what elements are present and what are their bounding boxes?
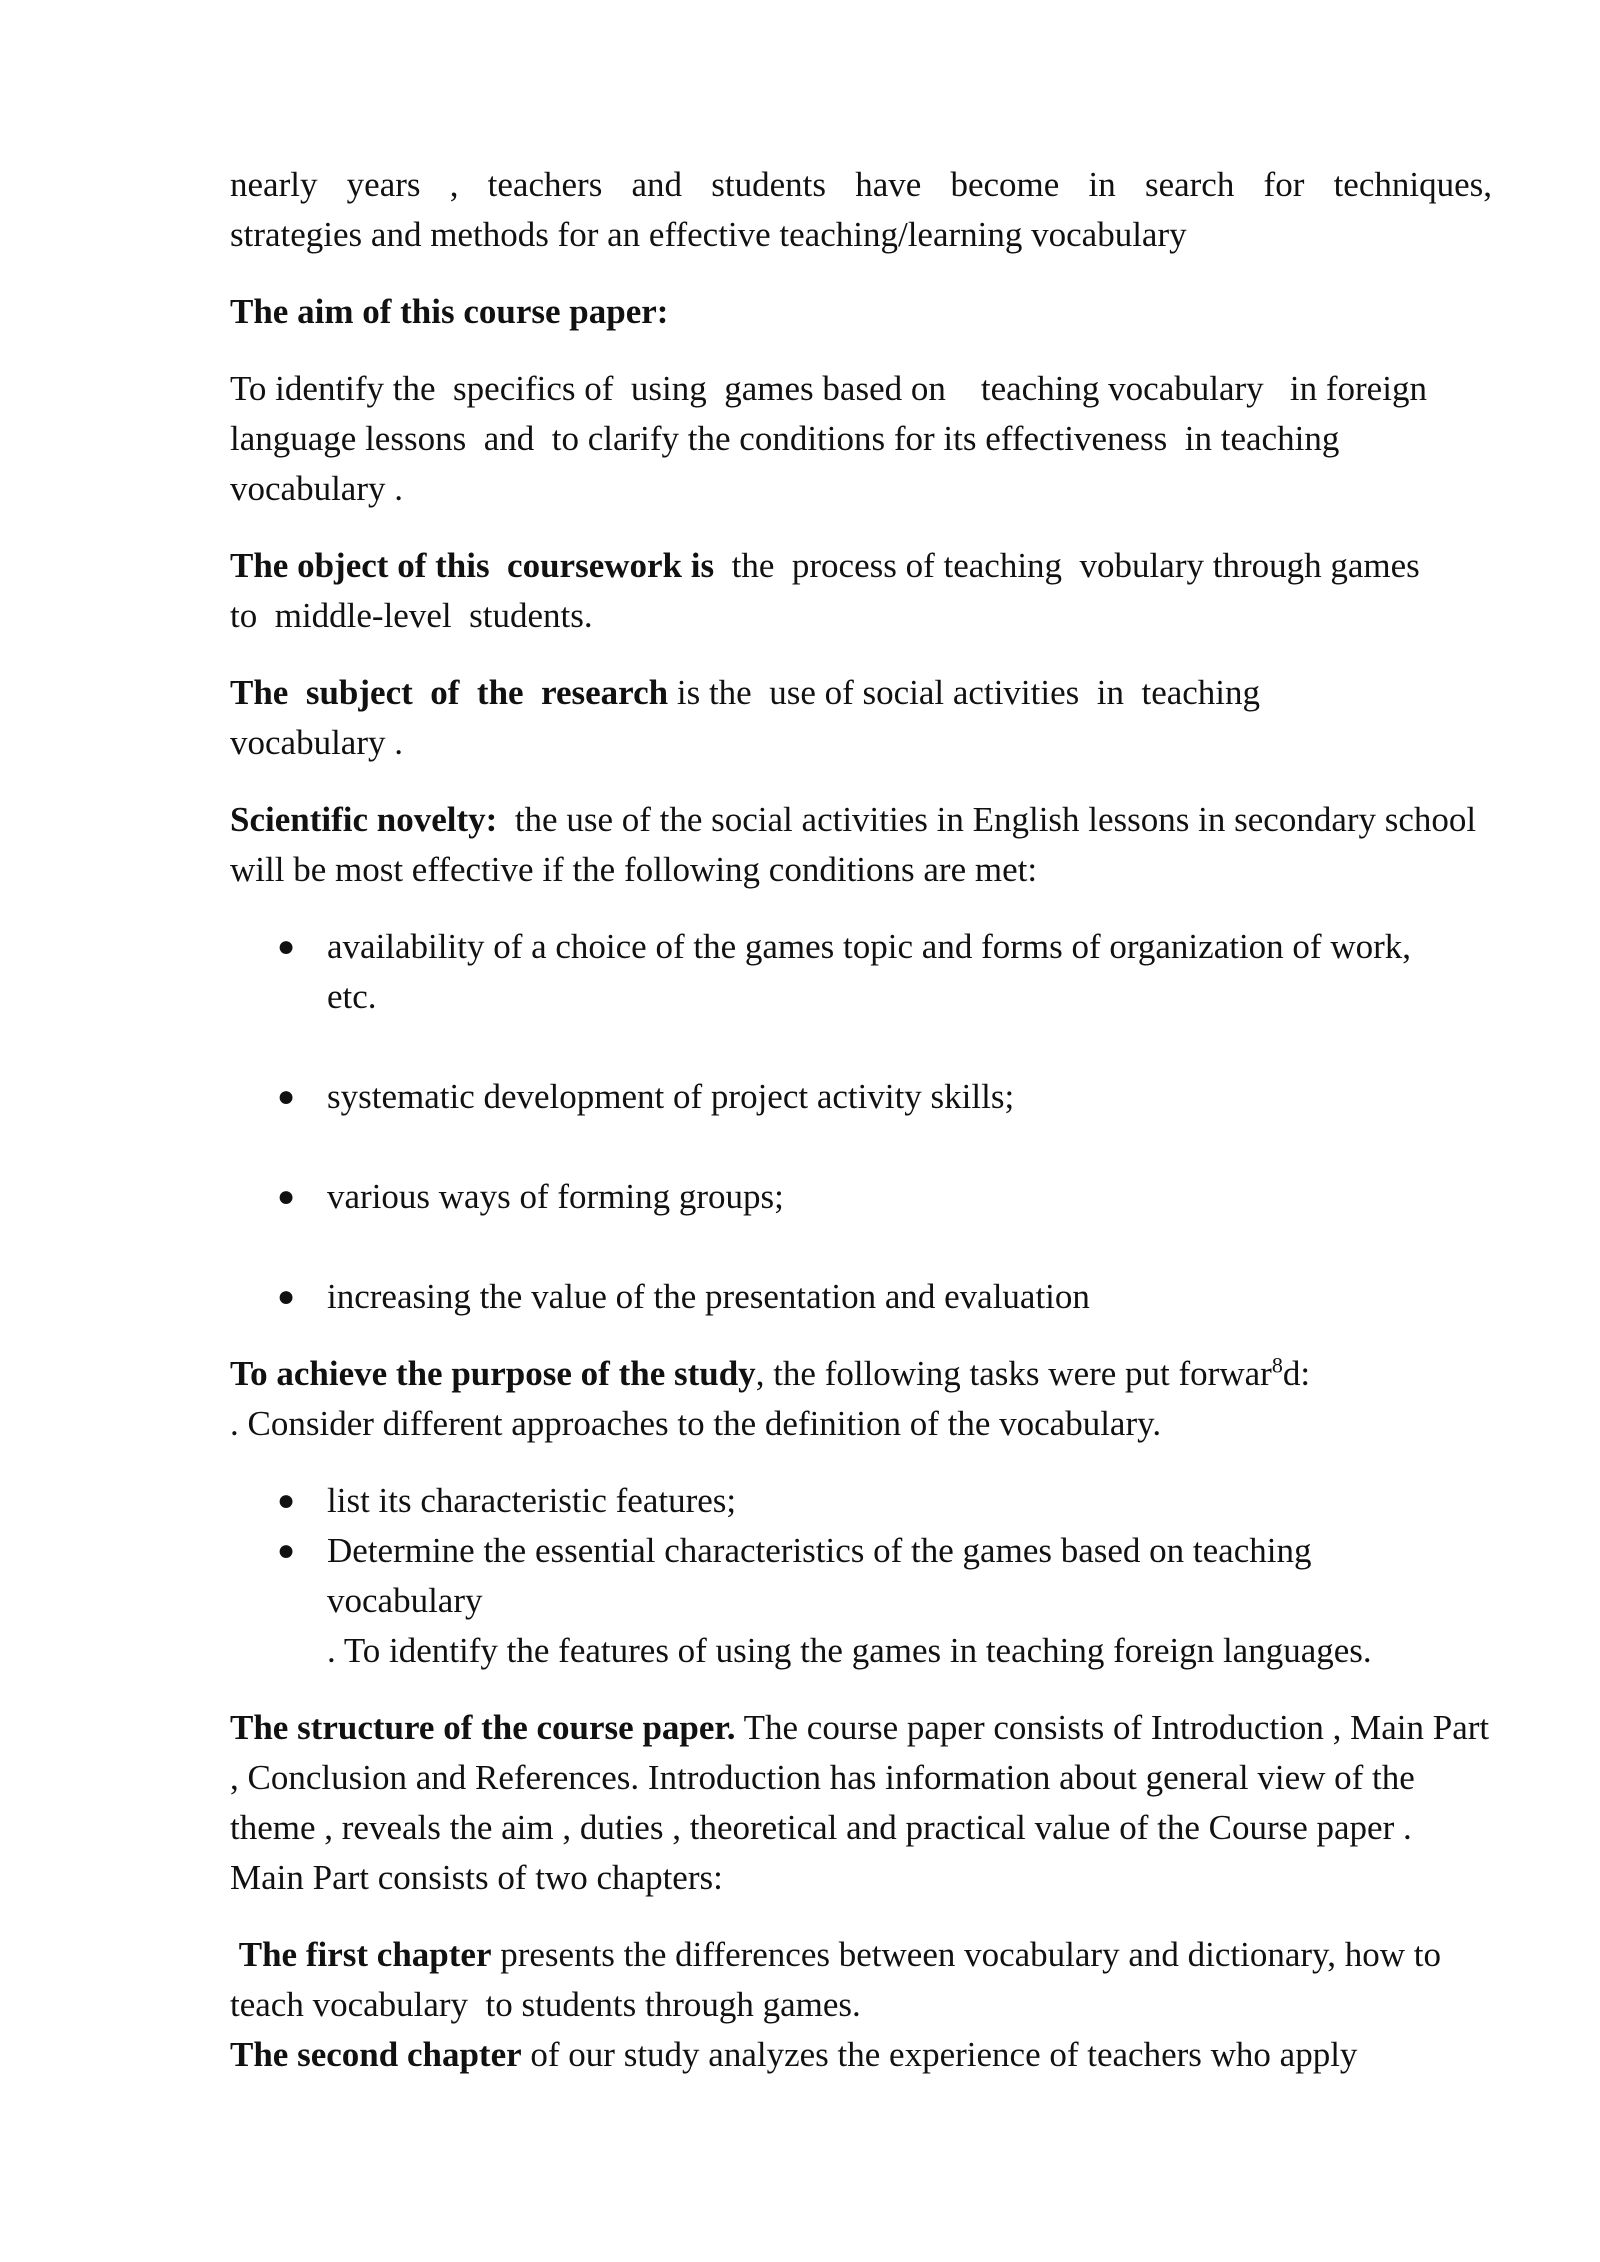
novelty-label: Scientific novelty: bbox=[230, 800, 498, 839]
tasks-label: To achieve the purpose of the study bbox=[230, 1354, 756, 1393]
structure-label: The structure of the course paper. bbox=[230, 1708, 736, 1747]
footnote-marker: 8 bbox=[1271, 1352, 1283, 1378]
tasks-list bbox=[230, 1476, 1492, 1676]
list-item-text: systematic development of project activity skills; bbox=[327, 1077, 1015, 1116]
bullet-icon: ● bbox=[277, 1534, 296, 1567]
list-item bbox=[230, 922, 1492, 1022]
intro-line-2: strategies and methods for an effective teaching/learning vocabulary bbox=[230, 215, 1187, 254]
list-item-text: various ways of forming groups; bbox=[327, 1177, 784, 1216]
first-chapter-label: The first chapter bbox=[238, 1935, 492, 1974]
bullet-icon: ● bbox=[277, 1080, 296, 1113]
tasks-paragraph bbox=[230, 1349, 1492, 1399]
intro-line-1: nearly years , teachers and students have become in search for techniques, bbox=[230, 165, 1492, 204]
list-item bbox=[230, 1172, 1492, 1222]
novelty-text: the use of the social activities in English lessons in secondary school will be most effective if the following conditions are met: bbox=[230, 800, 1485, 889]
bullet-icon: ● bbox=[277, 1180, 296, 1213]
novelty-paragraph bbox=[230, 795, 1492, 895]
list-item bbox=[230, 1476, 1492, 1526]
aim-heading bbox=[230, 287, 1492, 337]
list-item bbox=[230, 1072, 1492, 1122]
first-chapter-text: presents the differences between vocabulary and dictionary, how to teach vocabulary to students through games. bbox=[230, 1935, 1450, 2024]
bullet-icon: ● bbox=[277, 1484, 296, 1517]
list-item-text: Determine the essential characteristics of the games based on teaching vocabulary bbox=[327, 1531, 1312, 1620]
bullet-icon: ● bbox=[277, 1280, 296, 1313]
list-item-text: availability of a choice of the games topic and forms of organization of work, etc. bbox=[327, 927, 1412, 1016]
aim-heading-text: The aim of this course paper: bbox=[230, 292, 669, 331]
second-chapter-label: The second chapter bbox=[230, 2035, 522, 2074]
subject-text: is the use of social activities in teaching vocabulary . bbox=[230, 673, 1269, 762]
structure-text: The course paper consists of Introduction , Main Part , Conclusion and References. Introduction has information about general view of the theme , reveals the aim , duties , theoretical and practical value of the Course paper . Main Part consists of two chapters: bbox=[230, 1708, 1498, 1897]
object-paragraph bbox=[230, 541, 1492, 641]
conditions-list bbox=[230, 922, 1492, 1322]
bullet-icon: ● bbox=[277, 930, 296, 963]
document-page bbox=[230, 160, 1498, 2107]
subject-label: The subject of the research bbox=[230, 673, 669, 712]
first-chapter-paragraph bbox=[230, 1930, 1492, 2030]
tasks-text-after: d: bbox=[1282, 1354, 1311, 1393]
tasks-line-2: . Consider different approaches to the definition of the vocabulary. bbox=[230, 1404, 1162, 1443]
list-item bbox=[230, 1526, 1492, 1626]
list-item-continuation bbox=[230, 1626, 1492, 1676]
object-label: The object of this coursework is bbox=[230, 546, 715, 585]
list-item-text: list its characteristic features; bbox=[327, 1481, 737, 1520]
subject-paragraph bbox=[230, 668, 1492, 768]
second-chapter-paragraph bbox=[230, 2030, 1492, 2080]
second-chapter-text: of our study analyzes the experience of teachers who apply bbox=[521, 2035, 1358, 2074]
structure-paragraph bbox=[230, 1703, 1498, 1903]
object-text: the process of teaching vobulary through games to middle-level students. bbox=[230, 546, 1438, 635]
list-item-text: increasing the value of the presentation and evaluation bbox=[327, 1277, 1090, 1316]
aim-paragraph: To identify the specifics of using games based on teaching vocabulary in foreign language lessons and to clarify the conditions for its effectiveness in teaching vocabulary . bbox=[230, 369, 1445, 508]
list-item bbox=[230, 1272, 1492, 1322]
tasks-extra-text: . To identify the features of using the games in teaching foreign languages. bbox=[327, 1631, 1372, 1670]
tasks-text-before: , the following tasks were put forwar bbox=[755, 1354, 1272, 1393]
